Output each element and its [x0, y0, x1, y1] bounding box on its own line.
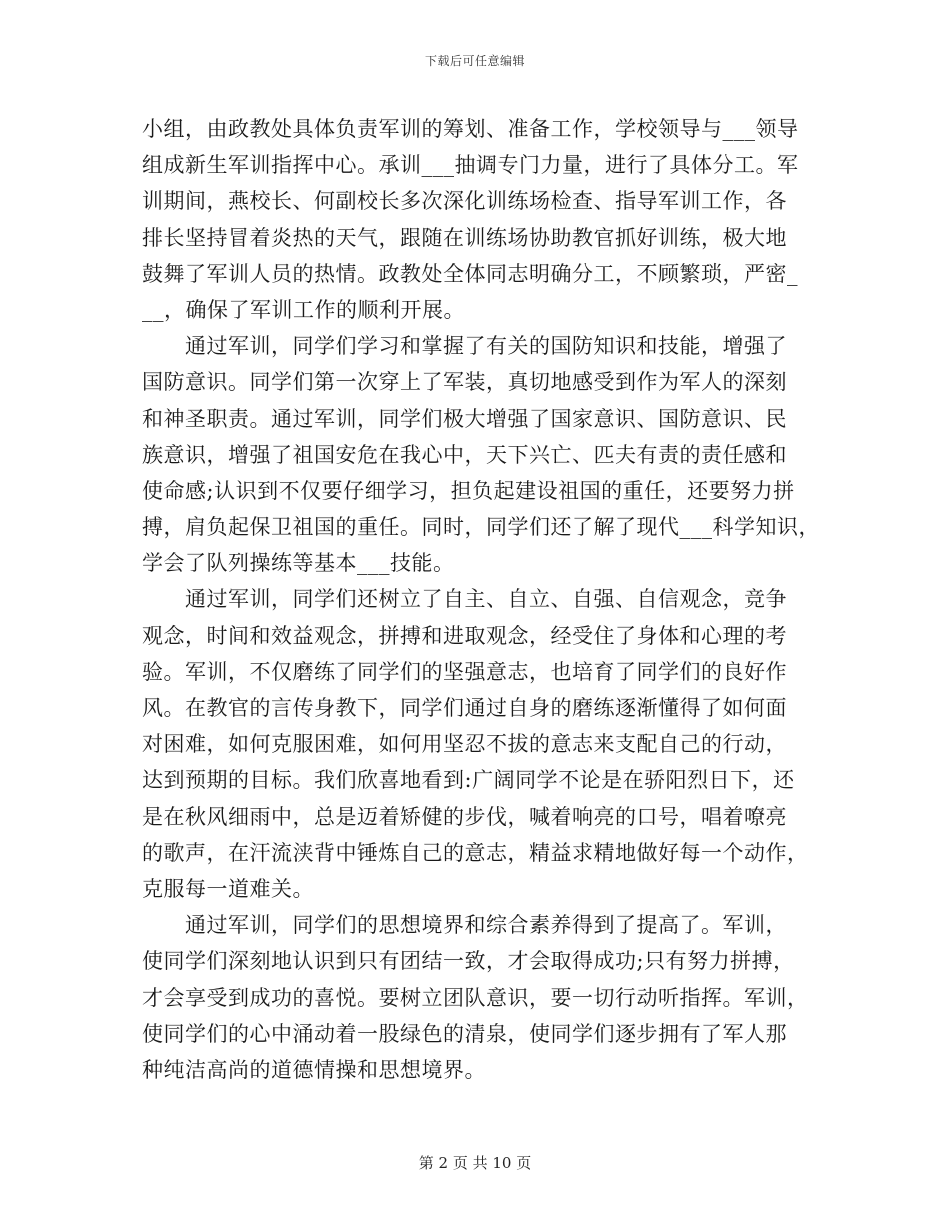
text-line: 种纯洁高尚的道德情操和思想境界。 [142, 1057, 486, 1082]
text-line: 排长坚持冒着炎热的天气，跟随在训练场协助教官抓好训练，极大地 [142, 225, 787, 250]
text-line: 组成新生军训指挥中心。承训___抽调专门力量，进行了具体分工。军 [142, 153, 799, 178]
text-line: 训期间，燕校长、何副校长多次深化训练场检查、指导军训工作，各 [142, 189, 787, 214]
text-line: 使命感;认识到不仅要仔细学习，担负起建设祖国的重任，还要努力拼 [142, 478, 795, 503]
text-line: 的歌声，在汗流浃背中锤炼自己的意志，精益求精地做好每一个动作， [142, 840, 809, 865]
document-body [142, 111, 820, 1088]
text-line: 鼓舞了军训人员的热情。政教处全体同志明确分工，不顾繁琐，严密_ [142, 261, 798, 286]
text-line: 验。军训，不仅磨练了同学们的坚强意志，也培育了同学们的良好作 [142, 659, 787, 684]
text-line: 使同学们深刻地认识到只有团结一致，才会取得成功;只有努力拼搏， [142, 949, 795, 974]
text-line: 通过军训，同学们还树立了自主、自立、自强、自信观念，竞争 [142, 587, 787, 612]
page-header-note: 下载后可任意编辑 [424, 54, 525, 68]
text-line: 克服每一道难关。 [142, 876, 314, 901]
text-line: 使同学们的心中涌动着一股绿色的清泉，使同学们逐步拥有了军人那 [142, 1021, 787, 1046]
text-line: 学会了队列操练等基本___技能。 [142, 551, 455, 576]
text-line: 对困难，如何克服困难，如何用坚忍不拔的意志来支配自己的行动， [142, 732, 787, 757]
text-line: 和神圣职责。通过军训，同学们极大增强了国家意识、国防意识、民 [142, 406, 787, 431]
page-number-footer: 第 2 页 共 10 页 [418, 1154, 532, 1172]
text-line: 通过军训，同学们的思想境界和综合素养得到了提高了。军训， [142, 913, 787, 938]
text-line: __，确保了军训工作的顺利开展。 [142, 297, 465, 322]
text-line: 才会享受到成功的喜悦。要树立团队意识，要一切行动听指挥。军训， [142, 985, 809, 1010]
text-line: 风。在教官的言传身教下，同学们通过自身的磨练逐渐懂得了如何面 [142, 696, 787, 720]
text-line: 小组，由政教处具体负责军训的筹划、准备工作，学校领导与___领导 [142, 117, 799, 141]
text-line: 通过军训，同学们学习和掌握了有关的国防知识和技能，增强了 [142, 334, 787, 359]
text-line: 族意识，增强了祖国安危在我心中，天下兴亡、匹夫有责的责任感和 [142, 442, 787, 467]
text-line: 观念，时间和效益观念，拼搏和进取观念，经受住了身体和心理的考 [142, 623, 787, 648]
text-line: 国防意识。同学们第一次穿上了军装，真切地感受到作为军人的深刻 [142, 370, 787, 395]
text-line: 搏，肩负起保卫祖国的重任。同时，同学们还了解了现代___科学知识， [142, 515, 820, 540]
text-line: 是在秋风细雨中，总是迈着矫健的步伐，喊着响亮的口号，唱着嘹亮 [142, 804, 787, 829]
text-line: 达到预期的目标。我们欣喜地看到:广阔同学不论是在骄阳烈日下，还 [142, 768, 795, 793]
